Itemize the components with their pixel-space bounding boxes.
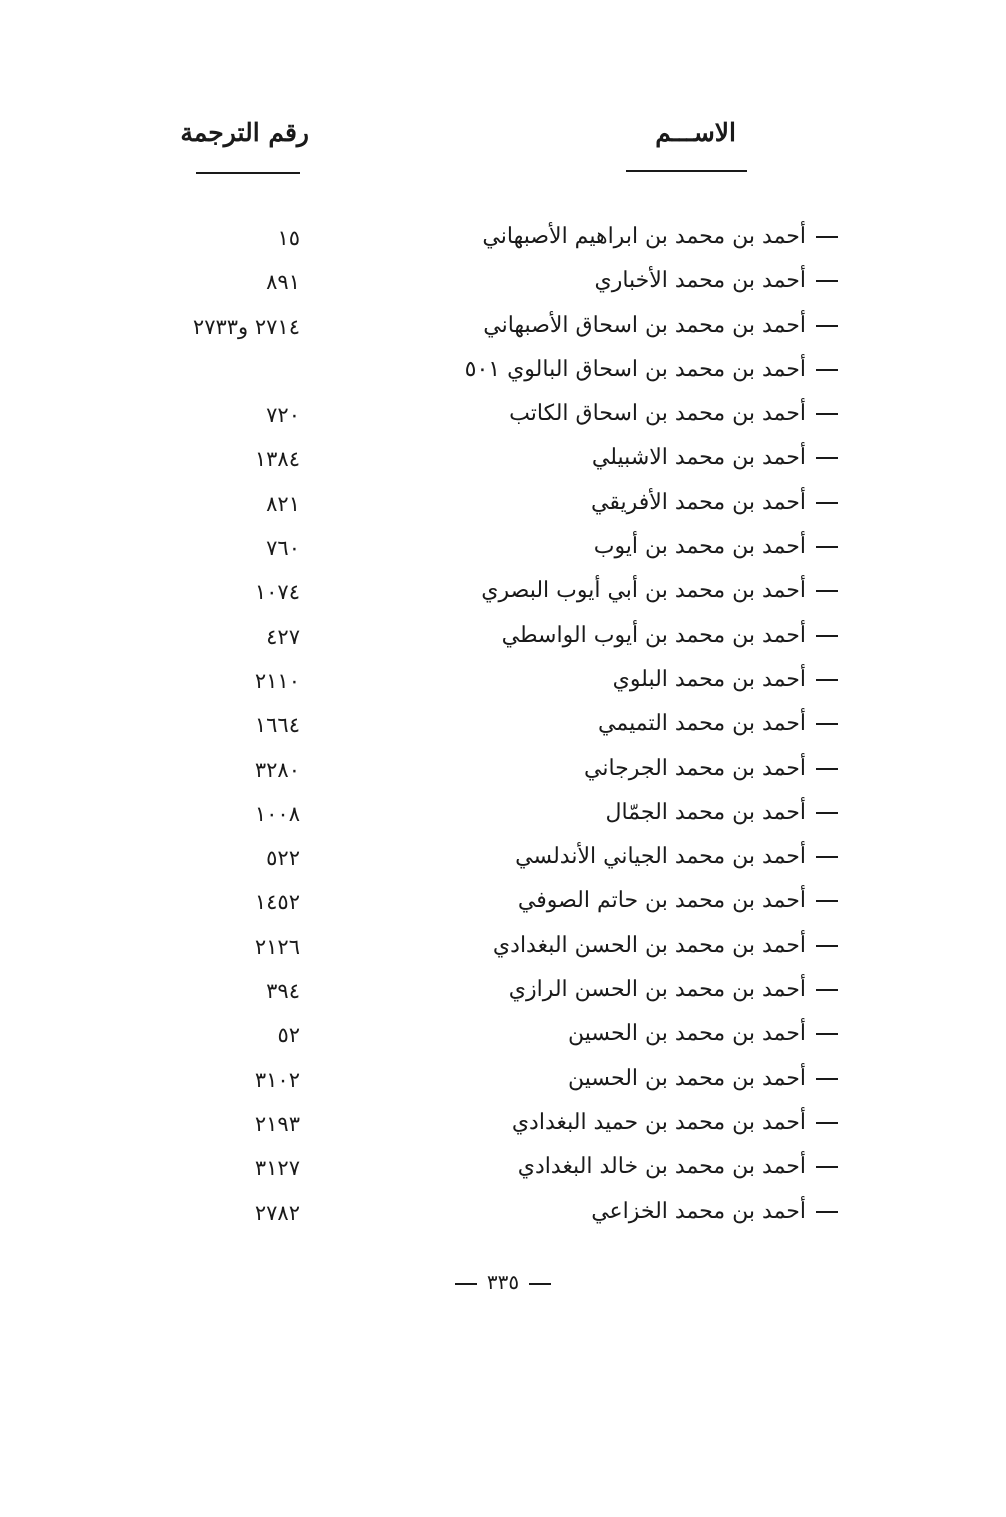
entry-dash	[816, 989, 838, 991]
list-item	[0, 353, 1006, 397]
entry-dash	[816, 457, 838, 459]
entry-number: ٢٧١٤ و٢٧٣٣	[192, 314, 300, 339]
entry-dash	[816, 546, 838, 548]
entry-name-text: أحمد بن محمد بن الحسين	[568, 1065, 806, 1091]
entry-name	[592, 445, 838, 470]
list-item	[0, 220, 1006, 264]
entry-dash	[816, 635, 838, 637]
entry-name	[518, 1154, 838, 1179]
entry-number: ٣١٢٧	[254, 1156, 300, 1181]
list-item	[0, 973, 1006, 1017]
entry-number: ٣٩٤	[266, 979, 300, 1004]
list-item	[0, 530, 1006, 574]
entry-dash	[816, 502, 838, 504]
list-item	[0, 309, 1006, 353]
list-item	[0, 1150, 1006, 1194]
entry-name-text: أحمد بن محمد الأفريقي	[591, 489, 806, 515]
entry-number: ٥٢٢	[266, 846, 300, 871]
list-item	[0, 663, 1006, 707]
list-item	[0, 1062, 1006, 1106]
list-item	[0, 619, 1006, 663]
entry-name-text: أحمد بن محمد بن اسحاق الكاتب	[509, 401, 806, 427]
list-item	[0, 929, 1006, 973]
entry-name	[591, 1199, 838, 1224]
page-number: ٣٣٥	[486, 1270, 520, 1294]
entry-number: ٥٢	[277, 1023, 300, 1048]
entry-name-text: أحمد بن محمد بن حميد البغدادي	[511, 1109, 806, 1135]
entry-name-text: أحمد بن محمد بن أيوب	[593, 534, 806, 560]
entry-number: ٧٢٠	[266, 403, 300, 428]
entry-dash	[816, 590, 838, 592]
entry-dash	[816, 1033, 838, 1035]
list-item	[0, 1195, 1006, 1239]
entry-number: ٤٢٧	[266, 624, 300, 649]
page-footer	[0, 1270, 1006, 1294]
entry-name-text: أحمد بن محمد الجمّال	[605, 799, 806, 825]
list-item	[0, 1106, 1006, 1150]
number-header-rule	[196, 172, 300, 174]
entry-dash	[816, 679, 838, 681]
entry-number: ١٠٧٤	[254, 580, 300, 605]
entry-name	[493, 933, 838, 958]
entry-name	[509, 977, 838, 1002]
entry-name-text: أحمد بن محمد بن أيوب الواسطي	[501, 622, 806, 648]
entry-dash	[816, 1078, 838, 1080]
entry-name-text: أحمد بن محمد الاشبيلي	[591, 445, 806, 471]
list-item	[0, 264, 1006, 308]
entry-number: ١٠٠٨	[254, 801, 300, 826]
entry-number: ٢١١٠	[254, 668, 300, 693]
entry-name	[613, 667, 838, 692]
entry-name-text: أحمد بن محمد الخزاعي	[591, 1198, 806, 1224]
entry-number: ١٤٥٢	[254, 890, 300, 915]
entry-number: ٨٩١	[266, 270, 300, 295]
number-column-header: رقم الترجمة	[180, 118, 309, 147]
entry-number: ٧٦٠	[266, 536, 300, 561]
entry-name	[465, 357, 838, 382]
list-item	[0, 796, 1006, 840]
list-item	[0, 884, 1006, 928]
entry-dash	[816, 723, 838, 725]
entry-name	[594, 534, 838, 559]
entry-name-text: أحمد بن محمد البلوي	[612, 666, 806, 692]
entry-name	[568, 1066, 838, 1091]
entry-name-text: أحمد بن محمد الأخباري	[594, 268, 806, 294]
entry-dash	[816, 369, 838, 371]
entry-name	[594, 268, 838, 293]
entry-number: ١٣٨٤	[254, 447, 300, 472]
entry-number: ١٦٦٤	[254, 713, 300, 738]
entry-dash	[816, 812, 838, 814]
entry-name	[502, 623, 838, 648]
entry-name-text: أحمد بن محمد بن خالد البغدادي	[517, 1154, 806, 1180]
entry-dash	[816, 413, 838, 415]
list-item	[0, 1017, 1006, 1061]
entry-number: ٢٧٨٢	[254, 1200, 300, 1225]
entry-dash	[816, 325, 838, 327]
entry-dash	[816, 768, 838, 770]
entry-number: ٣١٠٢	[254, 1067, 300, 1092]
entry-name-text: أحمد بن محمد بن اسحاق البالوي ٥٠١	[464, 356, 806, 382]
entry-dash	[816, 1166, 838, 1168]
entry-name-text: أحمد بن محمد بن اسحاق الأصبهاني	[483, 312, 806, 338]
entry-list	[0, 220, 1006, 1239]
entry-name-text: أحمد بن محمد الجياني الأندلسي	[515, 844, 806, 870]
entry-name	[515, 844, 838, 869]
entry-name	[568, 1021, 838, 1046]
entry-number: ١٥	[277, 226, 300, 250]
entry-dash	[816, 1122, 838, 1124]
list-item	[0, 574, 1006, 618]
list-item	[0, 397, 1006, 441]
name-column-header: الاســـم	[655, 118, 736, 147]
list-item	[0, 752, 1006, 796]
entry-name	[481, 578, 838, 603]
entry-name-text: أحمد بن محمد بن ابراهيم الأصبهاني	[482, 224, 806, 249]
entry-number: ٣٢٨٠	[254, 757, 300, 782]
entry-name-text: أحمد بن محمد الجرجاني	[584, 755, 806, 781]
entry-name	[584, 756, 838, 781]
entry-name	[605, 800, 838, 825]
entry-name	[509, 401, 838, 426]
list-item	[0, 441, 1006, 485]
list-item	[0, 486, 1006, 530]
entry-name	[482, 224, 838, 249]
list-item	[0, 707, 1006, 751]
entry-name-text: أحمد بن محمد بن حاتم الصوفي	[517, 888, 806, 914]
name-header-rule	[626, 170, 747, 172]
entry-dash	[816, 856, 838, 858]
entry-name	[598, 711, 838, 736]
entry-dash	[816, 945, 838, 947]
list-item	[0, 840, 1006, 884]
entry-name-text: أحمد بن محمد بن الحسن البغدادي	[492, 932, 806, 958]
footer-dash-right	[529, 1283, 551, 1285]
entry-number: ٢١٢٦	[254, 934, 300, 959]
entry-name-text: أحمد بن محمد بن الحسن الرازي	[508, 977, 806, 1003]
entry-number: ٨٢١	[266, 491, 300, 516]
footer-dash-left	[455, 1283, 477, 1285]
entry-name-text: أحمد بن محمد التميمي	[598, 711, 806, 737]
entry-name	[591, 490, 838, 515]
entry-name-text: أحمد بن محمد بن الحسين	[568, 1021, 806, 1047]
entry-name-text: أحمد بن محمد بن أبي أيوب البصري	[481, 578, 806, 604]
entry-name	[518, 888, 838, 913]
entry-dash	[816, 280, 838, 282]
entry-dash	[816, 236, 838, 238]
entry-name	[483, 313, 838, 338]
entry-number: ٢١٩٣	[254, 1111, 300, 1136]
entry-dash	[816, 1211, 838, 1213]
entry-name	[512, 1110, 838, 1135]
entry-dash	[816, 900, 838, 902]
